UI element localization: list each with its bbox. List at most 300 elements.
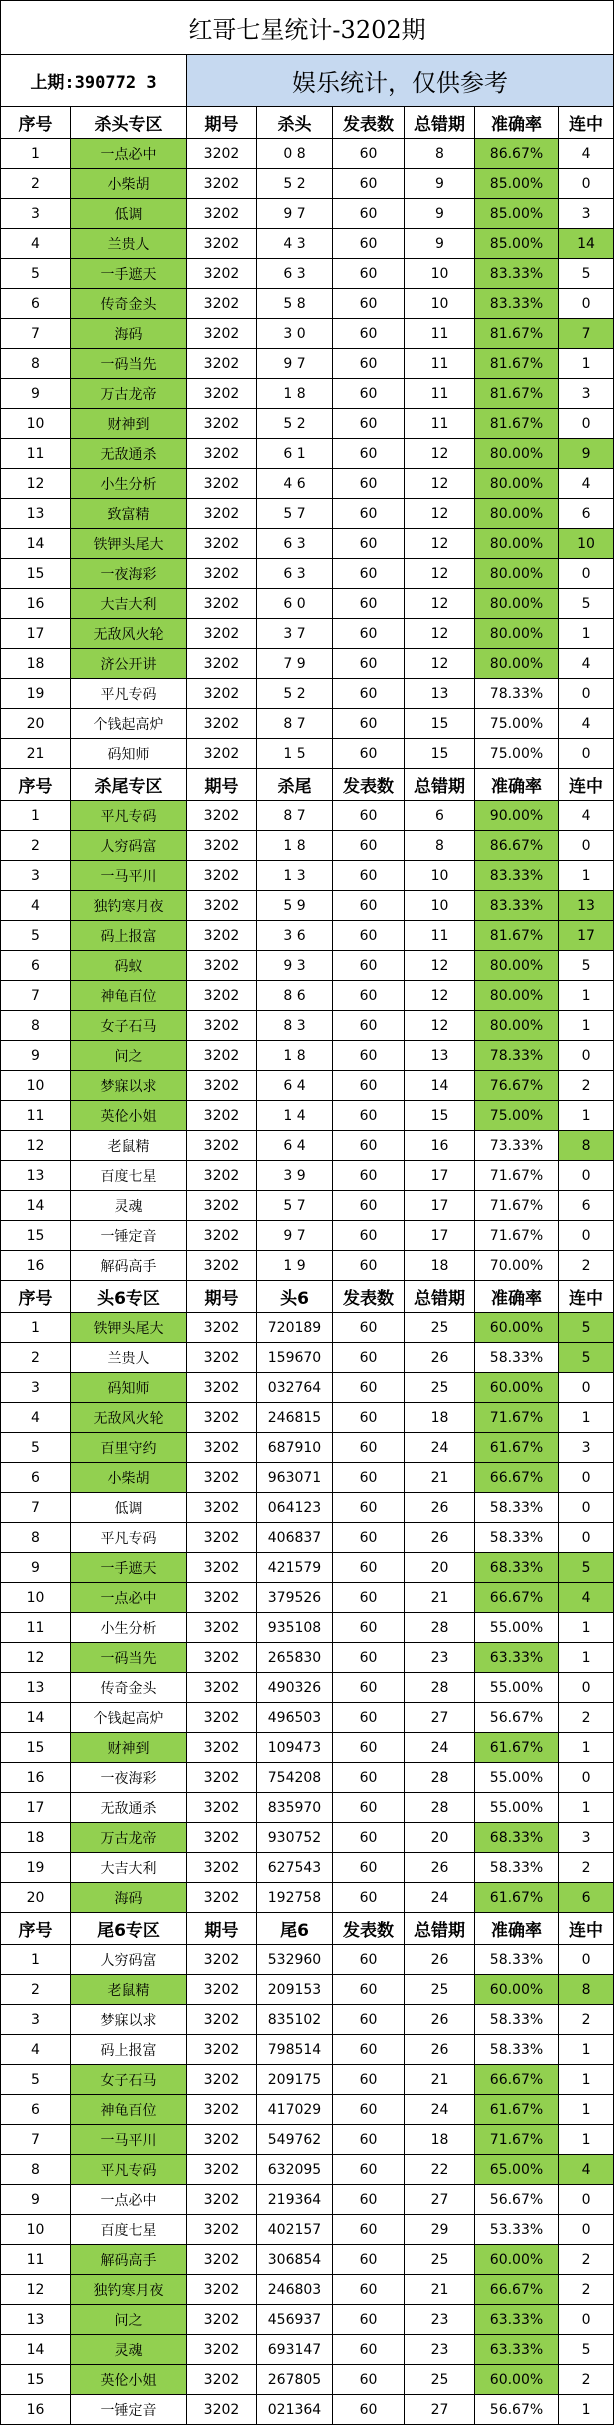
table-row [1, 2095, 614, 2125]
row-issue: 3202 [187, 1101, 257, 1131]
row-issue: 3202 [187, 2395, 257, 2425]
row-errors: 14 [405, 1071, 475, 1101]
row-count: 60 [333, 529, 405, 559]
row-code: 4 3 [257, 229, 333, 259]
row-errors: 11 [405, 379, 475, 409]
row-index: 7 [1, 1493, 71, 1523]
row-count: 60 [333, 439, 405, 469]
row-code: 935108 [257, 1613, 333, 1643]
row-name: 无敌通杀 [71, 1793, 187, 1823]
row-errors: 25 [405, 1975, 475, 2005]
row-name: 财神到 [71, 1733, 187, 1763]
row-issue: 3202 [187, 1853, 257, 1883]
row-issue: 3202 [187, 589, 257, 619]
row-streak: 5 [559, 259, 614, 289]
row-errors: 11 [405, 319, 475, 349]
row-index: 17 [1, 619, 71, 649]
row-count: 60 [333, 1011, 405, 1041]
row-errors: 8 [405, 831, 475, 861]
column-header: 尾6 [257, 1913, 333, 1945]
row-name: 一锤定音 [71, 1221, 187, 1251]
row-index: 1 [1, 801, 71, 831]
row-issue: 3202 [187, 1823, 257, 1853]
row-rate: 58.33% [475, 1945, 559, 1975]
row-index: 1 [1, 1313, 71, 1343]
row-errors: 15 [405, 1101, 475, 1131]
row-rate: 85.00% [475, 169, 559, 199]
row-errors: 27 [405, 2395, 475, 2425]
row-count: 60 [333, 1673, 405, 1703]
row-errors: 12 [405, 589, 475, 619]
row-issue: 3202 [187, 739, 257, 769]
row-issue: 3202 [187, 2155, 257, 2185]
row-errors: 26 [405, 1343, 475, 1373]
row-index: 13 [1, 2305, 71, 2335]
row-issue: 3202 [187, 2035, 257, 2065]
row-errors: 13 [405, 679, 475, 709]
row-streak: 1 [559, 2125, 614, 2155]
row-count: 60 [333, 499, 405, 529]
row-name: 传奇金头 [71, 1673, 187, 1703]
row-streak: 8 [559, 1975, 614, 2005]
row-count: 60 [333, 1643, 405, 1673]
column-header: 准确率 [475, 1281, 559, 1313]
table-row [1, 649, 614, 679]
row-rate: 63.33% [475, 1643, 559, 1673]
row-rate: 81.67% [475, 319, 559, 349]
column-header: 连中 [559, 1913, 614, 1945]
column-header: 序号 [1, 1281, 71, 1313]
row-index: 16 [1, 1763, 71, 1793]
row-streak: 1 [559, 2395, 614, 2425]
row-errors: 12 [405, 499, 475, 529]
row-code: 1 3 [257, 861, 333, 891]
row-issue: 3202 [187, 289, 257, 319]
info-row [1, 55, 614, 107]
row-streak: 8 [559, 1131, 614, 1161]
row-count: 60 [333, 319, 405, 349]
row-code: 6 3 [257, 529, 333, 559]
table-row [1, 1251, 614, 1281]
row-issue: 3202 [187, 891, 257, 921]
row-name: 码上报富 [71, 921, 187, 951]
row-count: 60 [333, 2185, 405, 2215]
row-count: 60 [333, 1553, 405, 1583]
row-name: 神龟百位 [71, 2095, 187, 2125]
row-errors: 6 [405, 801, 475, 831]
row-name: 致富精 [71, 499, 187, 529]
row-count: 60 [333, 831, 405, 861]
table-row [1, 1523, 614, 1553]
row-count: 60 [333, 1343, 405, 1373]
row-streak: 1 [559, 861, 614, 891]
row-errors: 8 [405, 139, 475, 169]
row-issue: 3202 [187, 1493, 257, 1523]
row-index: 15 [1, 559, 71, 589]
row-count: 60 [333, 1041, 405, 1071]
row-index: 16 [1, 2395, 71, 2425]
row-name: 平凡专码 [71, 679, 187, 709]
row-index: 12 [1, 2275, 71, 2305]
row-index: 8 [1, 2155, 71, 2185]
row-count: 60 [333, 2035, 405, 2065]
table-row [1, 1643, 614, 1673]
row-code: 8 3 [257, 1011, 333, 1041]
row-errors: 23 [405, 1643, 475, 1673]
row-issue: 3202 [187, 1763, 257, 1793]
row-count: 60 [333, 1313, 405, 1343]
row-index: 11 [1, 2245, 71, 2275]
row-issue: 3202 [187, 1523, 257, 1553]
row-count: 60 [333, 1161, 405, 1191]
row-errors: 25 [405, 1313, 475, 1343]
row-rate: 80.00% [475, 981, 559, 1011]
row-code: 456937 [257, 2305, 333, 2335]
row-code: 402157 [257, 2215, 333, 2245]
column-header: 总错期 [405, 1281, 475, 1313]
row-count: 60 [333, 1071, 405, 1101]
row-issue: 3202 [187, 409, 257, 439]
row-issue: 3202 [187, 1251, 257, 1281]
row-rate: 78.33% [475, 1041, 559, 1071]
row-rate: 58.33% [475, 1853, 559, 1883]
row-rate: 55.00% [475, 1793, 559, 1823]
row-rate: 55.00% [475, 1673, 559, 1703]
table-row [1, 349, 614, 379]
table-row [1, 289, 614, 319]
row-errors: 12 [405, 951, 475, 981]
row-rate: 80.00% [475, 951, 559, 981]
row-rate: 56.67% [475, 1703, 559, 1733]
row-code: 3 6 [257, 921, 333, 951]
row-streak: 13 [559, 891, 614, 921]
row-index: 14 [1, 529, 71, 559]
table-row [1, 1071, 614, 1101]
table-row [1, 1313, 614, 1343]
table-row [1, 1703, 614, 1733]
row-errors: 26 [405, 1493, 475, 1523]
row-code: 6 4 [257, 1131, 333, 1161]
row-streak: 1 [559, 1793, 614, 1823]
row-count: 60 [333, 1493, 405, 1523]
row-streak: 0 [559, 1673, 614, 1703]
row-streak: 1 [559, 981, 614, 1011]
row-streak: 2 [559, 2365, 614, 2395]
row-errors: 25 [405, 1373, 475, 1403]
row-issue: 3202 [187, 319, 257, 349]
row-rate: 81.67% [475, 379, 559, 409]
row-errors: 24 [405, 1433, 475, 1463]
row-streak: 2 [559, 2245, 614, 2275]
row-rate: 80.00% [475, 529, 559, 559]
row-count: 60 [333, 409, 405, 439]
row-code: 7 9 [257, 649, 333, 679]
table-row [1, 589, 614, 619]
table-row [1, 1373, 614, 1403]
row-issue: 3202 [187, 469, 257, 499]
row-streak: 0 [559, 1373, 614, 1403]
row-rate: 61.67% [475, 1733, 559, 1763]
row-rate: 68.33% [475, 1553, 559, 1583]
row-errors: 12 [405, 1011, 475, 1041]
row-streak: 1 [559, 2065, 614, 2095]
row-count: 60 [333, 559, 405, 589]
row-index: 15 [1, 1733, 71, 1763]
row-rate: 55.00% [475, 1763, 559, 1793]
row-errors: 24 [405, 1883, 475, 1913]
row-issue: 3202 [187, 1011, 257, 1041]
row-name: 传奇金头 [71, 289, 187, 319]
row-streak: 5 [559, 951, 614, 981]
row-rate: 65.00% [475, 2155, 559, 2185]
row-errors: 17 [405, 1161, 475, 1191]
row-code: 963071 [257, 1463, 333, 1493]
table-row [1, 1433, 614, 1463]
row-code: 4 6 [257, 469, 333, 499]
row-streak: 0 [559, 1945, 614, 1975]
row-code: 064123 [257, 1493, 333, 1523]
row-index: 5 [1, 921, 71, 951]
row-name: 财神到 [71, 409, 187, 439]
row-streak: 7 [559, 319, 614, 349]
row-streak: 10 [559, 529, 614, 559]
table-row [1, 1131, 614, 1161]
row-streak: 0 [559, 1463, 614, 1493]
row-index: 20 [1, 709, 71, 739]
row-name: 万古龙帝 [71, 1823, 187, 1853]
row-code: 835102 [257, 2005, 333, 2035]
table-row [1, 2395, 614, 2425]
row-index: 12 [1, 1131, 71, 1161]
row-issue: 3202 [187, 1221, 257, 1251]
row-name: 个钱起高炉 [71, 709, 187, 739]
row-errors: 29 [405, 2215, 475, 2245]
table-row [1, 2245, 614, 2275]
row-issue: 3202 [187, 559, 257, 589]
row-streak: 0 [559, 2215, 614, 2245]
row-name: 海码 [71, 1883, 187, 1913]
table-row [1, 1011, 614, 1041]
row-code: 5 2 [257, 409, 333, 439]
row-issue: 3202 [187, 2005, 257, 2035]
row-rate: 86.67% [475, 831, 559, 861]
row-streak: 1 [559, 349, 614, 379]
row-code: 109473 [257, 1733, 333, 1763]
column-header: 连中 [559, 769, 614, 801]
row-rate: 86.67% [475, 139, 559, 169]
row-errors: 25 [405, 2245, 475, 2275]
table-row [1, 1945, 614, 1975]
row-index: 6 [1, 2095, 71, 2125]
row-errors: 27 [405, 1703, 475, 1733]
row-errors: 16 [405, 1131, 475, 1161]
row-count: 60 [333, 2245, 405, 2275]
row-index: 18 [1, 1823, 71, 1853]
row-name: 百度七星 [71, 1161, 187, 1191]
row-count: 60 [333, 199, 405, 229]
row-name: 济公开讲 [71, 649, 187, 679]
row-index: 6 [1, 289, 71, 319]
row-issue: 3202 [187, 259, 257, 289]
row-errors: 26 [405, 2005, 475, 2035]
row-index: 15 [1, 1221, 71, 1251]
table-row [1, 1763, 614, 1793]
row-rate: 81.67% [475, 409, 559, 439]
table-row [1, 861, 614, 891]
row-streak: 4 [559, 1583, 614, 1613]
row-issue: 3202 [187, 709, 257, 739]
table-row [1, 1883, 614, 1913]
column-header: 杀尾专区 [71, 769, 187, 801]
page-title: 红哥七星统计-3202期 [1, 1, 614, 55]
row-code: 9 7 [257, 349, 333, 379]
row-errors: 10 [405, 259, 475, 289]
row-issue: 3202 [187, 1733, 257, 1763]
row-issue: 3202 [187, 439, 257, 469]
row-issue: 3202 [187, 2335, 257, 2365]
row-index: 5 [1, 1433, 71, 1463]
row-index: 10 [1, 1583, 71, 1613]
row-index: 3 [1, 861, 71, 891]
row-name: 无敌风火轮 [71, 619, 187, 649]
row-rate: 80.00% [475, 559, 559, 589]
row-rate: 71.67% [475, 1221, 559, 1251]
column-header: 期号 [187, 107, 257, 139]
column-header: 头6专区 [71, 1281, 187, 1313]
row-issue: 3202 [187, 1975, 257, 2005]
row-streak: 4 [559, 139, 614, 169]
row-rate: 60.00% [475, 1373, 559, 1403]
table-row [1, 1403, 614, 1433]
row-count: 60 [333, 2215, 405, 2245]
table-row [1, 2335, 614, 2365]
row-streak: 6 [559, 1191, 614, 1221]
row-streak: 4 [559, 801, 614, 831]
row-code: 267805 [257, 2365, 333, 2395]
row-rate: 66.67% [475, 2065, 559, 2095]
row-index: 14 [1, 1191, 71, 1221]
row-streak: 6 [559, 499, 614, 529]
row-code: 209175 [257, 2065, 333, 2095]
row-streak: 0 [559, 679, 614, 709]
table-row [1, 1221, 614, 1251]
row-count: 60 [333, 229, 405, 259]
row-index: 13 [1, 1673, 71, 1703]
table-row [1, 2035, 614, 2065]
table-row [1, 1975, 614, 2005]
row-count: 60 [333, 1221, 405, 1251]
row-name: 一点必中 [71, 139, 187, 169]
row-name: 一夜海彩 [71, 559, 187, 589]
row-index: 6 [1, 1463, 71, 1493]
table-row [1, 1793, 614, 1823]
column-header: 尾6专区 [71, 1913, 187, 1945]
row-errors: 13 [405, 1041, 475, 1071]
row-code: 192758 [257, 1883, 333, 1913]
column-header: 总错期 [405, 107, 475, 139]
column-header: 杀尾 [257, 769, 333, 801]
row-code: 209153 [257, 1975, 333, 2005]
row-rate: 61.67% [475, 2095, 559, 2125]
row-streak: 1 [559, 619, 614, 649]
table-row [1, 679, 614, 709]
row-count: 60 [333, 1733, 405, 1763]
table-row [1, 801, 614, 831]
row-index: 3 [1, 2005, 71, 2035]
row-index: 11 [1, 439, 71, 469]
row-count: 60 [333, 679, 405, 709]
row-index: 2 [1, 1975, 71, 2005]
row-name: 一点必中 [71, 1583, 187, 1613]
row-name: 铁钾头尾大 [71, 1313, 187, 1343]
row-code: 754208 [257, 1763, 333, 1793]
row-name: 万古龙帝 [71, 379, 187, 409]
row-streak: 3 [559, 379, 614, 409]
row-count: 60 [333, 1131, 405, 1161]
column-header: 序号 [1, 107, 71, 139]
row-errors: 15 [405, 709, 475, 739]
row-code: 306854 [257, 2245, 333, 2275]
row-issue: 3202 [187, 2125, 257, 2155]
table-row [1, 1853, 614, 1883]
row-rate: 80.00% [475, 469, 559, 499]
row-errors: 20 [405, 1553, 475, 1583]
row-count: 60 [333, 891, 405, 921]
row-rate: 75.00% [475, 739, 559, 769]
row-name: 小柴胡 [71, 1463, 187, 1493]
row-name: 一手遮天 [71, 259, 187, 289]
row-issue: 3202 [187, 529, 257, 559]
row-errors: 23 [405, 2335, 475, 2365]
row-rate: 71.67% [475, 1191, 559, 1221]
row-issue: 3202 [187, 1041, 257, 1071]
row-index: 12 [1, 469, 71, 499]
row-name: 码知师 [71, 739, 187, 769]
row-errors: 22 [405, 2155, 475, 2185]
row-rate: 71.67% [475, 2125, 559, 2155]
row-errors: 28 [405, 1793, 475, 1823]
row-index: 15 [1, 2365, 71, 2395]
table-row [1, 1613, 614, 1643]
row-name: 码上报富 [71, 2035, 187, 2065]
row-streak: 3 [559, 199, 614, 229]
row-rate: 60.00% [475, 1975, 559, 2005]
row-streak: 2 [559, 1853, 614, 1883]
row-name: 平凡专码 [71, 1523, 187, 1553]
row-errors: 26 [405, 2035, 475, 2065]
row-code: 720189 [257, 1313, 333, 1343]
row-streak: 0 [559, 1523, 614, 1553]
row-rate: 58.33% [475, 1523, 559, 1553]
row-code: 0 8 [257, 139, 333, 169]
row-issue: 3202 [187, 199, 257, 229]
row-index: 7 [1, 2125, 71, 2155]
row-name: 女子石马 [71, 2065, 187, 2095]
row-streak: 0 [559, 1763, 614, 1793]
row-issue: 3202 [187, 1131, 257, 1161]
row-streak: 3 [559, 1823, 614, 1853]
row-code: 5 7 [257, 1191, 333, 1221]
row-rate: 61.67% [475, 1883, 559, 1913]
row-code: 6 3 [257, 559, 333, 589]
row-count: 60 [333, 801, 405, 831]
table-row [1, 2215, 614, 2245]
row-index: 5 [1, 259, 71, 289]
row-code: 8 6 [257, 981, 333, 1011]
row-name: 梦寐以求 [71, 1071, 187, 1101]
row-index: 4 [1, 1403, 71, 1433]
row-errors: 11 [405, 349, 475, 379]
